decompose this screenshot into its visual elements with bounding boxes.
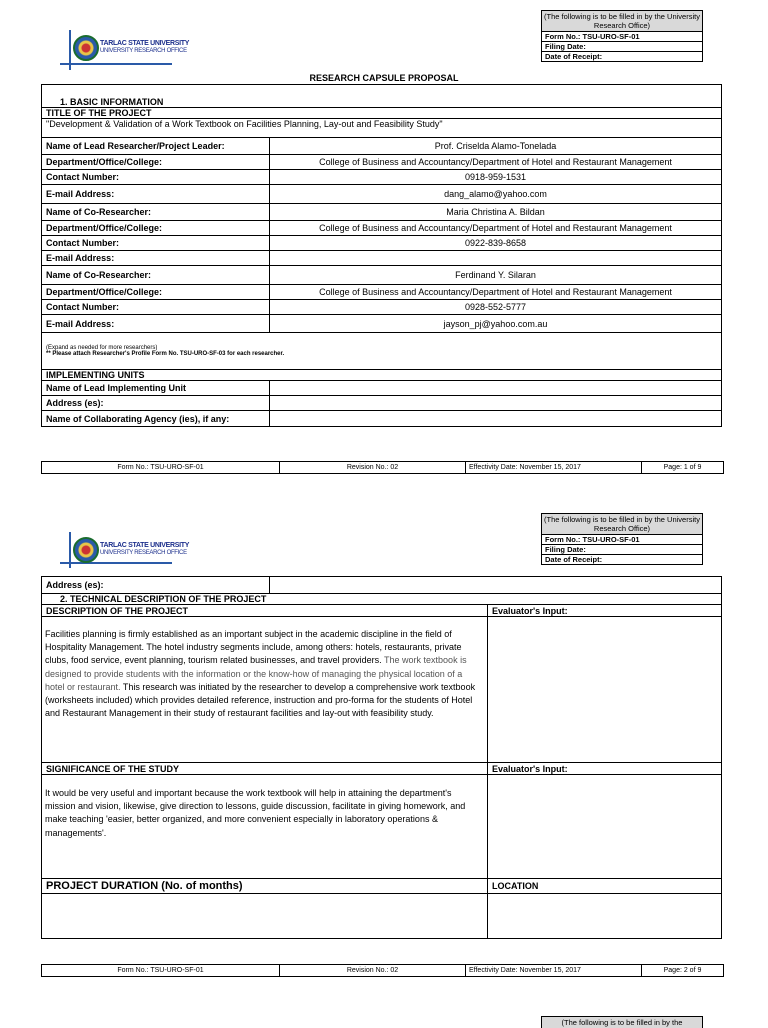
table-row <box>42 251 722 266</box>
footer-effectivity: Effectivity Date: November 15, 2017 <box>466 965 642 976</box>
table-row <box>42 315 722 333</box>
field-value: dang_alamo@yahoo.com <box>270 185 722 204</box>
footer-form: Form No.: TSU-URO-SF-01 <box>42 965 280 976</box>
field-value <box>270 381 722 396</box>
receipt-date: Date of Receipt: <box>545 52 603 61</box>
table-row <box>42 170 722 185</box>
section-basic-info: 1. BASIC INFORMATION <box>42 85 722 108</box>
table-row <box>42 138 722 155</box>
office-name: UNIVERSITY RESEARCH OFFICE <box>100 48 187 54</box>
footer-effectivity: Effectivity Date: November 15, 2017 <box>466 462 642 473</box>
table-row <box>42 396 722 411</box>
field-label: E-mail Address: <box>42 315 270 333</box>
field-value: jayson_pj@yahoo.com.au <box>270 315 722 333</box>
description-text: Facilities planning is firmly established as an important subject in the academic discipline in the field of Hospitality Management. The hotel industry segments include, among others: hotels, restaurants, private clubs, food service, event planning, tourism related businesses, and travel providers. <box>45 629 462 666</box>
uro-box-page-2 <box>541 513 703 565</box>
field-label: E-mail Address: <box>42 251 270 266</box>
field-label: Department/Office/College: <box>42 285 270 300</box>
table-row <box>42 204 722 221</box>
field-value <box>270 411 722 427</box>
footer-page: Page: 1 of 9 <box>663 464 702 471</box>
field-label: Name of Lead Implementing Unit <box>42 381 270 396</box>
table-row <box>42 155 722 170</box>
uro-box-page-3 <box>541 1016 703 1028</box>
field-value: College of Business and Accountancy/Department of Hotel and Restaurant Management <box>270 155 722 170</box>
field-value <box>270 251 722 266</box>
tsu-logo-page-2 <box>60 532 190 572</box>
table-row <box>42 411 722 427</box>
table-row <box>42 236 722 251</box>
expand-note <box>42 333 722 370</box>
field-label: Name of Collaborating Agency (ies), if any: <box>42 411 270 427</box>
field-value <box>270 396 722 411</box>
field-value: 0922-839-8658 <box>270 236 722 251</box>
table-row <box>42 266 722 285</box>
office-name: UNIVERSITY RESEARCH OFFICE <box>100 550 187 556</box>
field-label: Contact Number: <box>42 170 270 185</box>
field-value: Maria Christina A. Bildan <box>270 204 722 221</box>
table-row <box>42 285 722 300</box>
uro-note: (The following is to be filled in by the <box>542 1017 702 1028</box>
location-value[interactable] <box>488 894 722 939</box>
location-label: LOCATION <box>488 879 722 894</box>
field-value: Prof. Criselda Alamo-Tonelada <box>270 138 722 155</box>
footer-revision: Revision No.: 02 <box>280 965 466 976</box>
significance-text: It would be very useful and important because the work textbook will help in attaining the department's mission and vision, likewise, give direction to lessons, guide discussion, facilitate in giving homework, and make teaching 'easier, better organized, and more convenient especially in laboratory operations & managements'. <box>45 788 466 838</box>
impl-rows <box>42 381 722 427</box>
note-attach: ** Please attach Researcher's Profile Form No. TSU-URO-SF-03 for each researcher. <box>46 351 285 357</box>
title-label: TITLE OF THE PROJECT <box>42 108 722 119</box>
description-text-highlight: The work textbook is designed to provide students with the information or the know-how of managing the physical location of a hotel or restaurant. <box>45 655 467 692</box>
address-label: Address (es): <box>42 577 270 594</box>
researcher-rows <box>42 138 722 333</box>
basic-info-table <box>41 84 722 427</box>
tsu-logo <box>60 30 190 70</box>
uro-note: (The following is to be filled in by the University Research Office) <box>542 514 702 535</box>
duration-label: PROJECT DURATION (No. of months) <box>42 879 488 894</box>
university-seal-icon <box>73 537 99 563</box>
field-value: College of Business and Accountancy/Department of Hotel and Restaurant Management <box>270 285 722 300</box>
field-value: College of Business and Accountancy/Department of Hotel and Restaurant Management <box>270 221 722 236</box>
significance-label: SIGNIFICANCE OF THE STUDY <box>42 763 488 775</box>
university-name: TARLAC STATE UNIVERSITY <box>100 542 190 549</box>
field-label: Contact Number: <box>42 236 270 251</box>
footer-page-1 <box>41 461 724 474</box>
field-label: Contact Number: <box>42 300 270 315</box>
uro-box <box>541 10 703 62</box>
field-label: Name of Co-Researcher: <box>42 266 270 285</box>
uro-note: (The following is to be filled in by the University Research Office) <box>542 11 702 32</box>
description-body <box>42 617 488 763</box>
table-row <box>42 185 722 204</box>
evaluator-input-1[interactable] <box>488 617 722 763</box>
document-title: RESEARCH CAPSULE PROPOSAL <box>309 73 459 83</box>
table-row <box>42 381 722 396</box>
field-label: Name of Lead Researcher/Project Leader: <box>42 138 270 155</box>
receipt-date: Date of Receipt: <box>545 555 603 564</box>
filing-date: Filing Date: <box>542 545 702 555</box>
university-seal-icon <box>73 35 99 61</box>
footer-page: Page: 2 of 9 <box>663 967 702 974</box>
impl-heading: IMPLEMENTING UNITS <box>42 370 722 381</box>
footer-form: Form No.: TSU-URO-SF-01 <box>42 462 280 473</box>
field-label: Address (es): <box>42 396 270 411</box>
note-expand: (Expand as needed for more researchers) <box>46 345 158 351</box>
table-row <box>42 300 722 315</box>
form-no: Form No.: TSU-URO-SF-01 <box>542 32 702 42</box>
field-label: Department/Office/College: <box>42 155 270 170</box>
description-text-end: This research was initiated by the researcher to develop a comprehensive work textbook (worksheets included) which provides detailed reference, instruction and pro-forma for the students of Hotel and Restaurant Management in their study of restaurant facilities and lay-out with feasibility study. <box>45 681 476 719</box>
table-row <box>42 221 722 236</box>
field-value: 0928-552-5777 <box>270 300 722 315</box>
technical-description-table <box>41 576 722 939</box>
description-label: DESCRIPTION OF THE PROJECT <box>42 605 488 617</box>
field-label: Name of Co-Researcher: <box>42 204 270 221</box>
university-name: TARLAC STATE UNIVERSITY <box>100 40 190 47</box>
filing-date: Filing Date: <box>542 42 702 52</box>
footer-page-2 <box>41 964 724 977</box>
field-value: Ferdinand Y. Silaran <box>270 266 722 285</box>
section-technical: 2. TECHNICAL DESCRIPTION OF THE PROJECT <box>42 594 722 605</box>
field-value: 0918-959-1531 <box>270 170 722 185</box>
project-title: "Development & Validation of a Work Textbook on Facilities Planning, Lay-out and Feasibility Study" <box>42 119 722 138</box>
evaluator-input-2[interactable] <box>488 775 722 879</box>
significance-body <box>42 775 488 879</box>
footer-revision: Revision No.: 02 <box>280 462 466 473</box>
evaluator-label-1: Evaluator's Input: <box>488 605 722 617</box>
address-value <box>270 577 722 594</box>
duration-value[interactable] <box>42 894 488 939</box>
form-no: Form No.: TSU-URO-SF-01 <box>542 535 702 545</box>
evaluator-label-2: Evaluator's Input: <box>488 763 722 775</box>
field-label: Department/Office/College: <box>42 221 270 236</box>
field-label: E-mail Address: <box>42 185 270 204</box>
